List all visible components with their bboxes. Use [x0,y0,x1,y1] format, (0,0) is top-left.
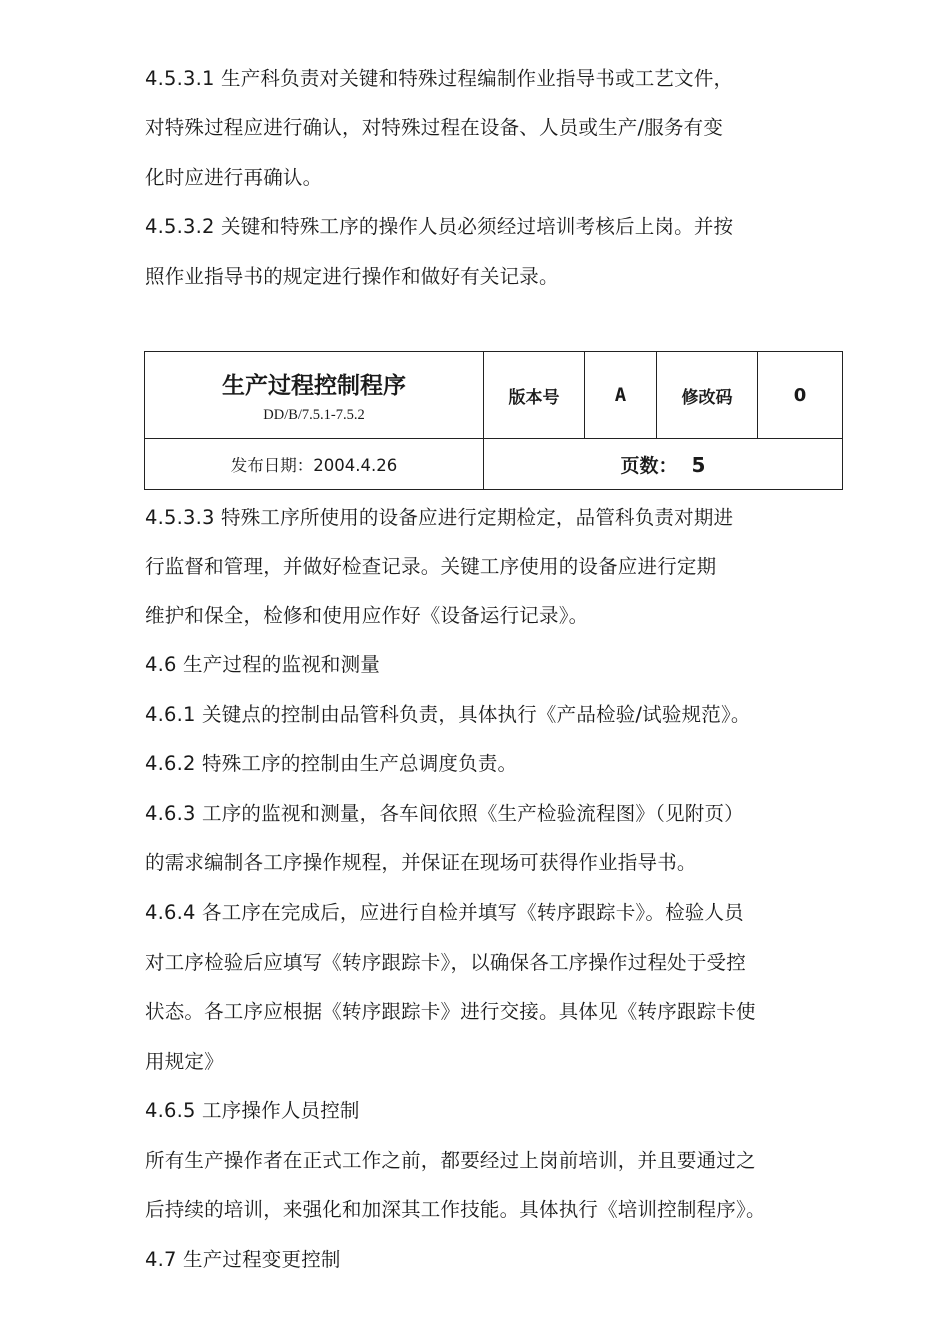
publish-date-label: 发布日期： [230,456,314,475]
page-count-value: 5 [691,452,706,477]
paragraph-line: 4.6.4 各工序在完成后，应进行自检并填写《转序跟踪卡》。检验人员 [145,901,744,924]
paragraph-line: 的需求编制各工序操作规程，并保证在现场可获得作业指导书。 [145,851,697,874]
paragraph-line: 4.5.3.3 特殊工序所使用的设备应进行定期检定，品管科负责对期进 [145,506,734,529]
page-count-label: 页数： [620,454,678,477]
paragraph-line: 照作业指导书的规定进行操作和做好有关记录。 [145,265,559,288]
document-title: 生产过程控制程序 [222,373,406,399]
title-cell [145,352,484,439]
paragraph-line: 状态。各工序应根据《转序跟踪卡》进行交接。具体见《转序跟踪卡使 [145,1000,756,1023]
revision-value: 0 [758,352,843,439]
version-value: A [585,352,657,439]
paragraph-line: 对工序检验后应填写《转序跟踪卡》，以确保各工序操作过程处于受控 [145,951,746,974]
paragraph-line: 用规定》 [145,1050,224,1073]
section-heading: 4.6 生产过程的监视和测量 [145,653,381,676]
document-header-table [144,351,843,490]
paragraph-line: 行监督和管理，并做好检查记录。关键工序使用的设备应进行定期 [145,555,717,578]
section-heading: 4.7 生产过程变更控制 [145,1248,341,1271]
paragraph-line: 4.5.3.1 生产科负责对关键和特殊过程编制作业指导书或工艺文件， [145,67,734,90]
paragraph-line: 维护和保全，检修和使用应作好《设备运行记录》。 [145,604,589,627]
paragraph-line: 4.6.1 关键点的控制由品管科负责，具体执行《产品检验/试验规范》。 [145,703,751,726]
paragraph-line: 所有生产操作者在正式工作之前，都要经过上岗前培训，并且要通过之 [145,1149,756,1172]
page-count-cell [484,439,843,490]
section-heading: 4.6.5 工序操作人员控制 [145,1099,360,1122]
paragraph-line: 后持续的培训，来强化和加深其工作技能。具体执行《培训控制程序》。 [145,1198,766,1221]
paragraph-line: 4.6.2 特殊工序的控制由生产总调度负责。 [145,752,518,775]
publish-date-value: 2004.4.26 [313,456,398,475]
publish-date-cell [145,439,484,490]
revision-label: 修改码 [657,352,758,439]
document-code: DD/B/7.5.1-7.5.2 [263,407,365,423]
paragraph-line: 4.5.3.2 关键和特殊工序的操作人员必须经过培训考核后上岗。并按 [145,215,734,238]
version-label: 版本号 [484,352,585,439]
paragraph-line: 4.6.3 工序的监视和测量，各车间依照《生产检验流程图》（见附页） [145,802,744,825]
paragraph-line: 化时应进行再确认。 [145,166,323,189]
paragraph-line: 对特殊过程应进行确认，对特殊过程在设备、人员或生产/服务有变 [145,116,724,139]
